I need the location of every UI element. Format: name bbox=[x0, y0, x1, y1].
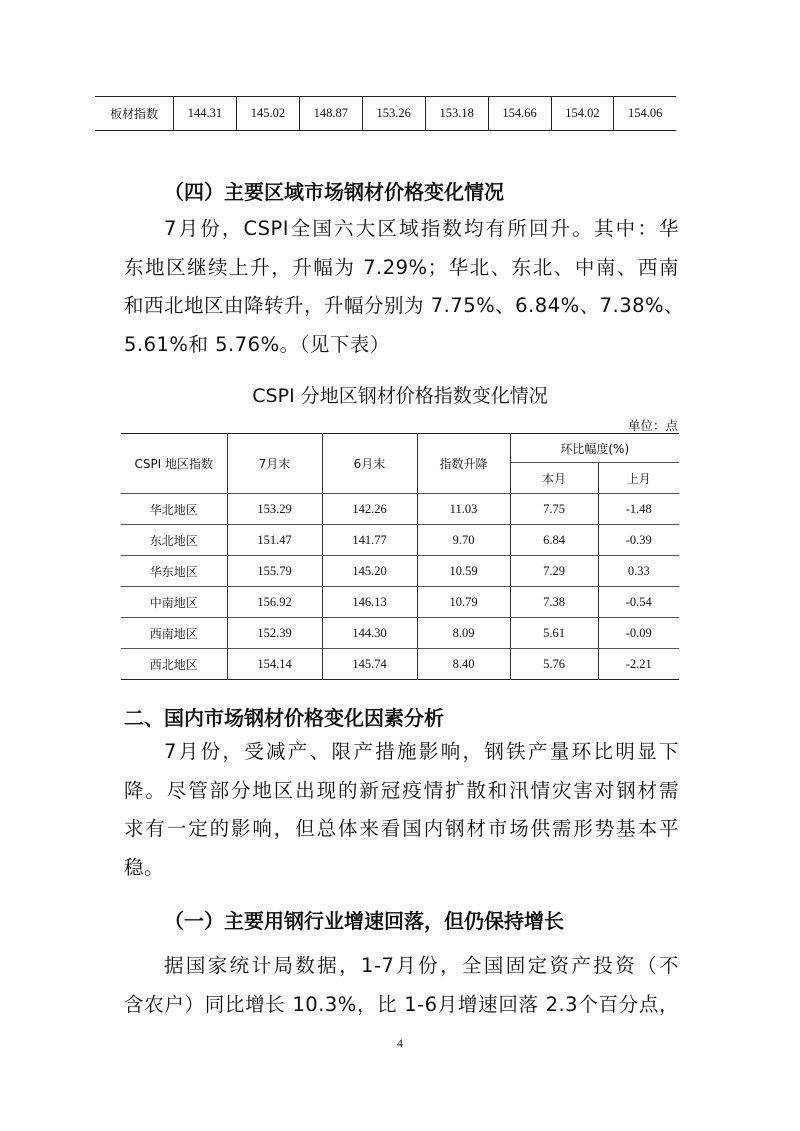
header-row bbox=[121, 434, 679, 463]
june-value: 145.20 bbox=[322, 556, 417, 587]
value-cell: 144.31 bbox=[174, 97, 237, 131]
july-value: 153.29 bbox=[227, 494, 322, 525]
region-name: 西北地区 bbox=[121, 649, 227, 680]
paragraph-line: 5.61%和 5.76%。（见下表） bbox=[124, 332, 390, 356]
section-heading-factors: 二、国内市场钢材价格变化因素分析 bbox=[124, 706, 444, 730]
unit-label: 单位：点 bbox=[627, 418, 678, 433]
region-name: 华东地区 bbox=[121, 556, 227, 587]
row-label: 板材指数 bbox=[109, 107, 158, 121]
july-value: 156.92 bbox=[227, 587, 322, 618]
paragraph-line: 7月份，受减产、限产措施影响，钢铁产量环比明显下 bbox=[164, 740, 679, 763]
region-name: 华北地区 bbox=[121, 494, 227, 525]
table-title: CSPI 分地区钢材价格指数变化情况 bbox=[252, 385, 548, 407]
change-value: 10.59 bbox=[417, 556, 510, 587]
paragraph-line: 求有一定的影响，但总体来看国内钢材市场供需形势基本平 bbox=[124, 817, 679, 840]
paragraph-line: 和西北地区由降转升，升幅分别为 7.75%、6.84%、7.38%、 bbox=[124, 294, 685, 317]
value-cell: 148.87 bbox=[299, 97, 362, 131]
value-cell: 154.06 bbox=[614, 97, 676, 131]
this-month-value: 7.38 bbox=[510, 587, 598, 618]
paragraph-line: 据国家统计局数据，1-7月份，全国固定资产投资（不 bbox=[164, 954, 679, 977]
this-month-value: 5.61 bbox=[510, 618, 598, 649]
region-index-table bbox=[121, 433, 679, 680]
table-row bbox=[121, 556, 679, 587]
change-value: 9.70 bbox=[417, 525, 510, 556]
value-cell: 154.02 bbox=[551, 97, 614, 131]
paragraph-line: 含农户）同比增长 10.3%，比 1-6月增速回落 2.3个百分点， bbox=[124, 992, 679, 1016]
value-cell: 154.66 bbox=[488, 97, 551, 131]
this-month-value: 7.75 bbox=[510, 494, 598, 525]
header-change: 指数升降 bbox=[417, 434, 510, 494]
last-month-value: 0.33 bbox=[598, 556, 679, 587]
header-july: 7月末 bbox=[227, 434, 322, 494]
june-value: 144.30 bbox=[322, 618, 417, 649]
header-june: 6月末 bbox=[322, 434, 417, 494]
last-month-value: -0.54 bbox=[598, 587, 679, 618]
july-value: 154.14 bbox=[227, 649, 322, 680]
table-row bbox=[121, 649, 679, 680]
table-row bbox=[121, 494, 679, 525]
june-value: 146.13 bbox=[322, 587, 417, 618]
change-value: 11.03 bbox=[417, 494, 510, 525]
paragraph-factors bbox=[124, 733, 679, 887]
value-cell: 145.02 bbox=[236, 97, 299, 131]
paragraph-investment bbox=[124, 947, 679, 1024]
table-row bbox=[121, 618, 679, 649]
value-cell: 153.26 bbox=[362, 97, 425, 131]
plate-index-table bbox=[95, 96, 676, 131]
july-value: 152.39 bbox=[227, 618, 322, 649]
region-name: 中南地区 bbox=[121, 587, 227, 618]
paragraph-line: 7月份，CSPI全国六大区域指数均有所回升。其中：华 bbox=[164, 217, 679, 240]
paragraph-line: 东地区继续上升，升幅为 7.29%；华北、东北、中南、西南 bbox=[124, 255, 679, 279]
table-row bbox=[121, 525, 679, 556]
section-heading-steel-industries: （一）主要用钢行业增速回落，但仍保持增长 bbox=[164, 909, 564, 933]
last-month-value: -2.21 bbox=[598, 649, 679, 680]
region-name: 西南地区 bbox=[121, 618, 227, 649]
paragraph-line: 稳。 bbox=[124, 855, 165, 879]
last-month-value: -0.09 bbox=[598, 618, 679, 649]
last-month-value: -1.48 bbox=[598, 494, 679, 525]
this-month-value: 6.84 bbox=[510, 525, 598, 556]
change-value: 8.40 bbox=[417, 649, 510, 680]
paragraph-line: 降。尽管部分地区出现的新冠疫情扩散和汛情灾害对钢材需 bbox=[124, 778, 679, 802]
june-value: 141.77 bbox=[322, 525, 417, 556]
june-value: 142.26 bbox=[322, 494, 417, 525]
page-number: 4 bbox=[397, 1036, 403, 1050]
table-row bbox=[95, 97, 676, 131]
june-value: 145.74 bbox=[322, 649, 417, 680]
this-month-value: 7.29 bbox=[510, 556, 598, 587]
july-value: 151.47 bbox=[227, 525, 322, 556]
table-row bbox=[121, 587, 679, 618]
value-cell: 153.18 bbox=[425, 97, 488, 131]
july-value: 155.79 bbox=[227, 556, 322, 587]
change-value: 10.79 bbox=[417, 587, 510, 618]
header-ratio: 环比幅度(%) bbox=[510, 434, 679, 463]
this-month-value: 5.76 bbox=[510, 649, 598, 680]
last-month-value: -0.39 bbox=[598, 525, 679, 556]
paragraph-regional bbox=[124, 210, 685, 364]
header-last-month: 上月 bbox=[598, 463, 679, 494]
region-name: 东北地区 bbox=[121, 525, 227, 556]
header-this-month: 本月 bbox=[510, 463, 598, 494]
change-value: 8.09 bbox=[417, 618, 510, 649]
section-heading-regional: （四）主要区域市场钢材价格变化情况 bbox=[164, 180, 504, 204]
header-index: CSPI 地区指数 bbox=[134, 457, 214, 471]
